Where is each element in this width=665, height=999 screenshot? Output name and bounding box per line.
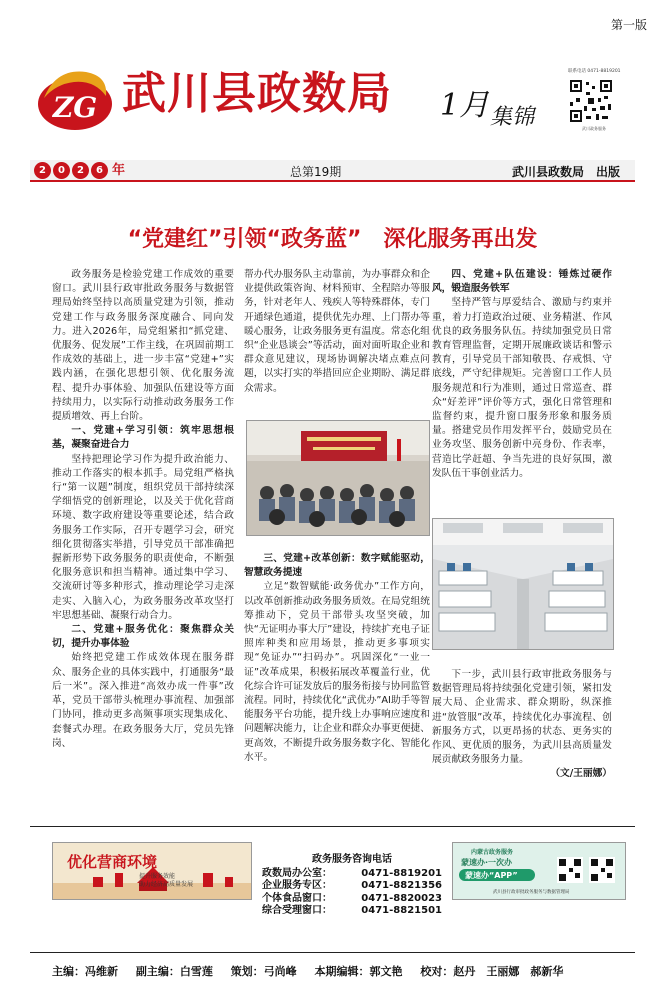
publisher-label: 武川县政数局 出版 bbox=[512, 165, 621, 179]
footer-divider bbox=[30, 952, 635, 953]
issue-editor: 本期编辑：郭文艳 bbox=[314, 965, 403, 978]
edition-label: 第一版 bbox=[610, 18, 647, 32]
qr-code-icon[interactable] bbox=[568, 78, 614, 124]
year-digit: 0 bbox=[53, 162, 70, 179]
article-column-3-bottom bbox=[432, 668, 612, 782]
hotline-label: 企业服务专区： bbox=[262, 880, 332, 891]
proofreaders: 校对：赵丹 王丽娜 郝新华 bbox=[420, 965, 564, 978]
hotline-number[interactable]: 0471-8821356 bbox=[361, 880, 442, 891]
hotline-number[interactable]: 0471-8820023 bbox=[361, 892, 442, 904]
ad-right-org: 内蒙古政务服务 bbox=[471, 849, 514, 856]
section-heading-2: 二、党建+服务优化：聚焦群众关切，提升办事体验 bbox=[52, 624, 234, 650]
intro-paragraph: 政务服务是检验党建工作成效的重要窗口。武川县行政审批政务服务与数据管理局始终坚持以高质量党建为引领，推动党建工作与政务服务深度融合、同向发力。进入2026年，局党组紧扣“抓党建、优服务、促发展”工作主线，在巩固前期工作成效的基础上，进一步丰富“党建+”实践内涵，在强化思想引领、优化服务流程、提升办事体验、加强队伍建设等方面持续用力，以实际行动推动政务服务工作提质增效、再上台阶。 bbox=[52, 269, 234, 423]
article-headline: “党建红”引领“政务蓝” 深化服务再出发 bbox=[127, 227, 538, 252]
section-3-paragraph: 立足“数智赋能·政务优办”工作方向，以改革创新推动政务服务质效。在局党组统筹推动下，党员干部带头攻坚突破，加快“无证明办事大厅”建设，持续扩充电子证照库种类和应用场景，推动更多事项实现“免证办”“扫码办”。巩固深化“一业一证”改革成果，积极拓展改革覆盖行业，优化综合许可证发放后的服务衔接与协同监管流程。同时，持续优化“武优办”AI助手等智能服务平台功能，提升线上办事响应速度和问题解决能力，让企业和群众办事更便捷、更高效，不断提升政务服务数字化、智能化水平。 bbox=[244, 581, 430, 763]
deputy-editor: 副主编：白雪莲 bbox=[135, 965, 213, 978]
ad-left-sub1: 提升服务效能 bbox=[139, 873, 176, 880]
section-heading-1: 一、党建+学习引领：筑牢思想根基，凝聚奋进合力 bbox=[52, 425, 234, 451]
closing-paragraph: 下一步，武川县行政审批政务服务与数据管理局将持续强化党建引领，紧扣发展大局、企业需求、群众期盼，纵深推进“放管服”改革，持续优化办事流程、创新服务方式，以更昂扬的状态、更务实的作风、更优质的服务，为武川县高质量发展贡献政务服务力量。 bbox=[432, 669, 612, 766]
year-digit: 6 bbox=[91, 162, 108, 179]
planner: 策划：弓尚峰 bbox=[230, 965, 297, 978]
column-2-paragraph: 帮办代办服务队主动靠前，为办事群众和企业提供政策咨询、材料预审、全程陪办等服务，针对老年人、残疾人等特殊群体，专门开通绿色通道，提供优先办理、上门帮办等暖心服务，让政务服务更有温度。常态化组织“企业恳谈会”等活动，面对面听取企业和群众意见建议，现场协调解决堵点难点问题，以实打实的举措回应企业期盼、满足群众需求。 bbox=[244, 269, 430, 394]
masthead-title: 武川县政数局 bbox=[122, 68, 392, 119]
hotline-row bbox=[262, 893, 442, 906]
section-2-paragraph: 始终把党建工作成效体现在服务群众、服务企业的具体实践中，打通服务“最后一米”。深入推进“高效办成一件事”改革，党员干部带头梳理办事流程、加强部门协同，推动更多高频事项实现集成化、套餐式办理。在政务服务大厅，党员先锋岗、 bbox=[52, 652, 234, 749]
year-suffix: 年 bbox=[112, 163, 126, 178]
divider-line bbox=[30, 826, 635, 827]
section-4-paragraph: 坚持严管与厚爱结合、激励与约束并重，着力打造政治过硬、业务精湛、作风优良的政务服务队伍。持续加强党员日常教育管理监督，定期开展廉政谈话和警示教育，引导党员干部知敬畏、存戒惧、守底线，严守纪律规矩。完善窗口工作人员服务规范和行为准则，通过日常巡查、群众“好差评”评价等方式，强化日常管理和监督约束，提升窗口服务形象和服务质量。搭建党员作用发挥平台，鼓励党员在业务攻坚、服务创新中亮身份、作表率，营造比学赶超、争当先进的良好氛围，激发队伍干事创业活力。 bbox=[432, 297, 612, 479]
hotline-title: 政务服务咨询电话 bbox=[312, 854, 392, 865]
article-column-1 bbox=[52, 268, 234, 751]
hotline-row bbox=[262, 905, 442, 918]
section-heading-4: 四、党建+队伍建设：锤炼过硬作风，锻造服务铁军 bbox=[432, 269, 612, 295]
editorial-credits bbox=[52, 963, 652, 979]
article-column-2-top bbox=[244, 268, 430, 396]
qr-caption: 武川政务服务 bbox=[582, 126, 606, 131]
hotline-row bbox=[262, 868, 442, 881]
issue-number: 总第19期 bbox=[290, 165, 342, 179]
hotline-row bbox=[262, 880, 442, 893]
ad-left-title: 优化营商环境 bbox=[67, 853, 158, 871]
issue-month: 1月 bbox=[440, 88, 490, 123]
ad-left-sub2: 助力经济高质量发展 bbox=[139, 881, 194, 888]
hotline-label: 综合受理窗口： bbox=[262, 905, 332, 916]
hotline-label: 政数局办公室： bbox=[262, 867, 332, 879]
ad-right-app[interactable]: 蒙速办“APP” bbox=[465, 871, 518, 880]
year-digit: 2 bbox=[72, 162, 89, 179]
year-digit: 2 bbox=[34, 162, 51, 179]
article-column-2-bottom bbox=[244, 552, 430, 765]
svg-text:ZG: ZG bbox=[52, 91, 98, 124]
bureau-logo bbox=[36, 62, 114, 140]
collection-label: 集锦 bbox=[490, 105, 535, 130]
section-heading-3: 三、党建+改革创新：数字赋能驱动，智慧政务提速 bbox=[244, 553, 430, 579]
section-1-paragraph: 坚持把理论学习作为提升政治能力、推动工作落实的根本抓手。局党组严格执行“第一议题”制度，组织党员干部持续深学细悟党的创新理论，以及关于优化营商环境、数字政府建设等重要论述，结合政务服务工作实际，召开专题学习会，研究细化贯彻落实举措，引导党员干部准确把握新形势下政务服务的职责使命，不断强化服务意识和担当精神。通过集中学习、交流研讨等多种形式，推动理论学习走深走实、入脑入心，为政务服务改革攻坚打牢思想基础、凝聚行动合力。 bbox=[52, 453, 234, 621]
contact-phone: 联系电话 0471-8819201 bbox=[568, 69, 621, 74]
meeting-photo bbox=[246, 420, 430, 536]
ad-right-caption: 武川县行政审批政务服务与数据管理局 bbox=[493, 890, 570, 895]
year-badge bbox=[34, 162, 125, 180]
hotline-number[interactable]: 0471-8819201 bbox=[361, 867, 442, 879]
service-hall-photo bbox=[432, 518, 614, 650]
byline: （文/王丽娜） bbox=[550, 768, 612, 780]
ad-right-slogan: 蒙速办·一次办 bbox=[461, 858, 513, 867]
article-column-3-top bbox=[432, 268, 612, 481]
hotline-number[interactable]: 0471-8821501 bbox=[361, 905, 442, 916]
business-environment-ad bbox=[52, 842, 252, 900]
editor-in-chief: 主编：冯维新 bbox=[52, 965, 118, 978]
mengsuban-app-ad bbox=[452, 842, 626, 900]
consulting-hotline bbox=[262, 854, 442, 918]
hotline-label: 个体食品窗口： bbox=[262, 892, 332, 904]
